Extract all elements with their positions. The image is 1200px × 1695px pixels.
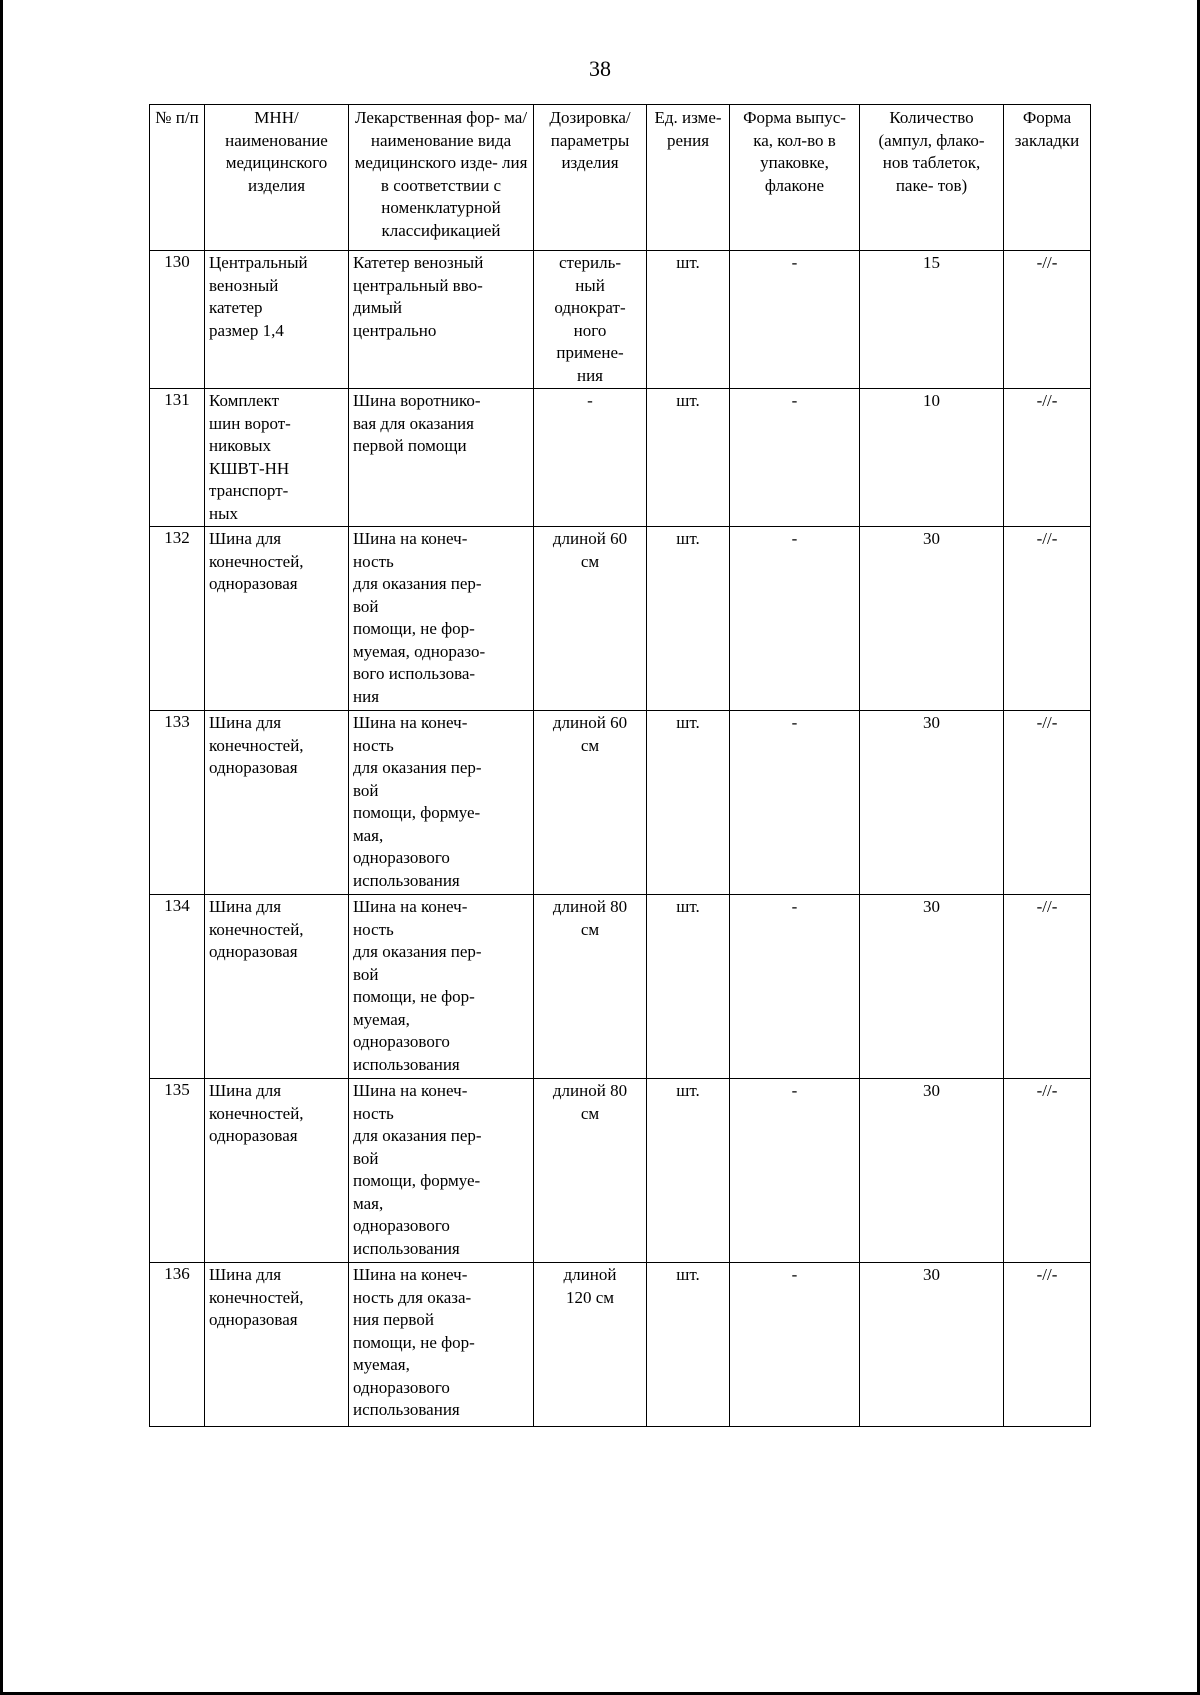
header-form: Лекарственная фор- ма/ наименование вида медицинского изде- лия в соответствии с номенклатурной классификацией <box>349 105 534 251</box>
header-release-form: Форма выпус- ка, кол-во в упаковке, флаконе <box>730 105 860 251</box>
item-name: Шина для конечностей, одноразовая <box>205 895 349 1079</box>
table-row <box>150 1263 1091 1427</box>
item-unit: шт. <box>647 711 730 895</box>
item-form: Шина на конеч- ность для оказания пер- вой помощи, формуе- мая, одноразового использования <box>349 711 534 895</box>
row-number: 131 <box>150 389 205 527</box>
item-release-form: - <box>730 711 860 895</box>
table-row <box>150 711 1091 895</box>
item-unit: шт. <box>647 895 730 1079</box>
item-form: Шина воротнико- вая для оказания первой помощи <box>349 389 534 527</box>
item-tab-form: -//- <box>1004 251 1091 389</box>
item-name: Шина для конечностей, одноразовая <box>205 711 349 895</box>
header-dosage: Дозировка/ параметры изделия <box>534 105 647 251</box>
item-dosage: - <box>534 389 647 527</box>
header-tab-form: Форма закладки <box>1004 105 1091 251</box>
item-name: Шина для конечностей, одноразовая <box>205 527 349 711</box>
row-number: 136 <box>150 1263 205 1427</box>
table-row <box>150 1079 1091 1263</box>
item-unit: шт. <box>647 389 730 527</box>
item-form: Шина на конеч- ность для оказания пер- вой помощи, не фор- муемая, одноразового использования <box>349 895 534 1079</box>
row-number: 133 <box>150 711 205 895</box>
item-release-form: - <box>730 895 860 1079</box>
row-number: 135 <box>150 1079 205 1263</box>
item-name: Комплект шин ворот- никовых КШВТ-НН транспорт- ных <box>205 389 349 527</box>
header-name: МНН/ наименование медицинского изделия <box>205 105 349 251</box>
item-form: Шина на конеч- ность для оказания пер- вой помощи, формуе- мая, одноразового использования <box>349 1079 534 1263</box>
item-unit: шт. <box>647 527 730 711</box>
item-release-form: - <box>730 1079 860 1263</box>
row-number: 130 <box>150 251 205 389</box>
item-quantity: 10 <box>860 389 1004 527</box>
item-quantity: 30 <box>860 895 1004 1079</box>
item-tab-form: -//- <box>1004 895 1091 1079</box>
item-release-form: - <box>730 527 860 711</box>
item-dosage: длиной 120 см <box>534 1263 647 1427</box>
item-unit: шт. <box>647 1263 730 1427</box>
medical-items-table <box>149 104 1091 1427</box>
header-quantity: Количество (ампул, флако- нов таблеток, паке- тов) <box>860 105 1004 251</box>
item-form: Шина на конеч- ность для оказа- ния первой помощи, не фор- муемая, одноразового использования <box>349 1263 534 1427</box>
item-release-form: - <box>730 251 860 389</box>
item-dosage: длиной 60 см <box>534 711 647 895</box>
table-row <box>150 389 1091 527</box>
row-number: 132 <box>150 527 205 711</box>
item-tab-form: -//- <box>1004 389 1091 527</box>
item-quantity: 30 <box>860 527 1004 711</box>
item-dosage: стериль- ный однократ- ного примене- ния <box>534 251 647 389</box>
item-name: Шина для конечностей, одноразовая <box>205 1079 349 1263</box>
item-name: Шина для конечностей, одноразовая <box>205 1263 349 1427</box>
item-release-form: - <box>730 389 860 527</box>
item-dosage: длиной 80 см <box>534 895 647 1079</box>
item-name: Центральный венозный катетер размер 1,4 <box>205 251 349 389</box>
header-number: № п/п <box>150 105 205 251</box>
item-quantity: 30 <box>860 711 1004 895</box>
scan-border-left <box>0 0 3 1695</box>
item-form: Шина на конеч- ность для оказания пер- вой помощи, не фор- муемая, одноразо- вого использова- ния <box>349 527 534 711</box>
item-quantity: 30 <box>860 1079 1004 1263</box>
item-release-form: - <box>730 1263 860 1427</box>
item-tab-form: -//- <box>1004 1263 1091 1427</box>
table-row <box>150 527 1091 711</box>
item-quantity: 30 <box>860 1263 1004 1427</box>
item-unit: шт. <box>647 251 730 389</box>
item-form: Катетер венозный центральный вво- димый центрально <box>349 251 534 389</box>
item-tab-form: -//- <box>1004 711 1091 895</box>
header-unit: Ед. изме- рения <box>647 105 730 251</box>
item-tab-form: -//- <box>1004 1079 1091 1263</box>
table-header-row <box>150 105 1091 251</box>
item-quantity: 15 <box>860 251 1004 389</box>
item-dosage: длиной 60 см <box>534 527 647 711</box>
table-row <box>150 895 1091 1079</box>
item-dosage: длиной 80 см <box>534 1079 647 1263</box>
item-unit: шт. <box>647 1079 730 1263</box>
row-number: 134 <box>150 895 205 1079</box>
item-tab-form: -//- <box>1004 527 1091 711</box>
page-number: 38 <box>589 56 611 81</box>
table-row <box>150 251 1091 389</box>
